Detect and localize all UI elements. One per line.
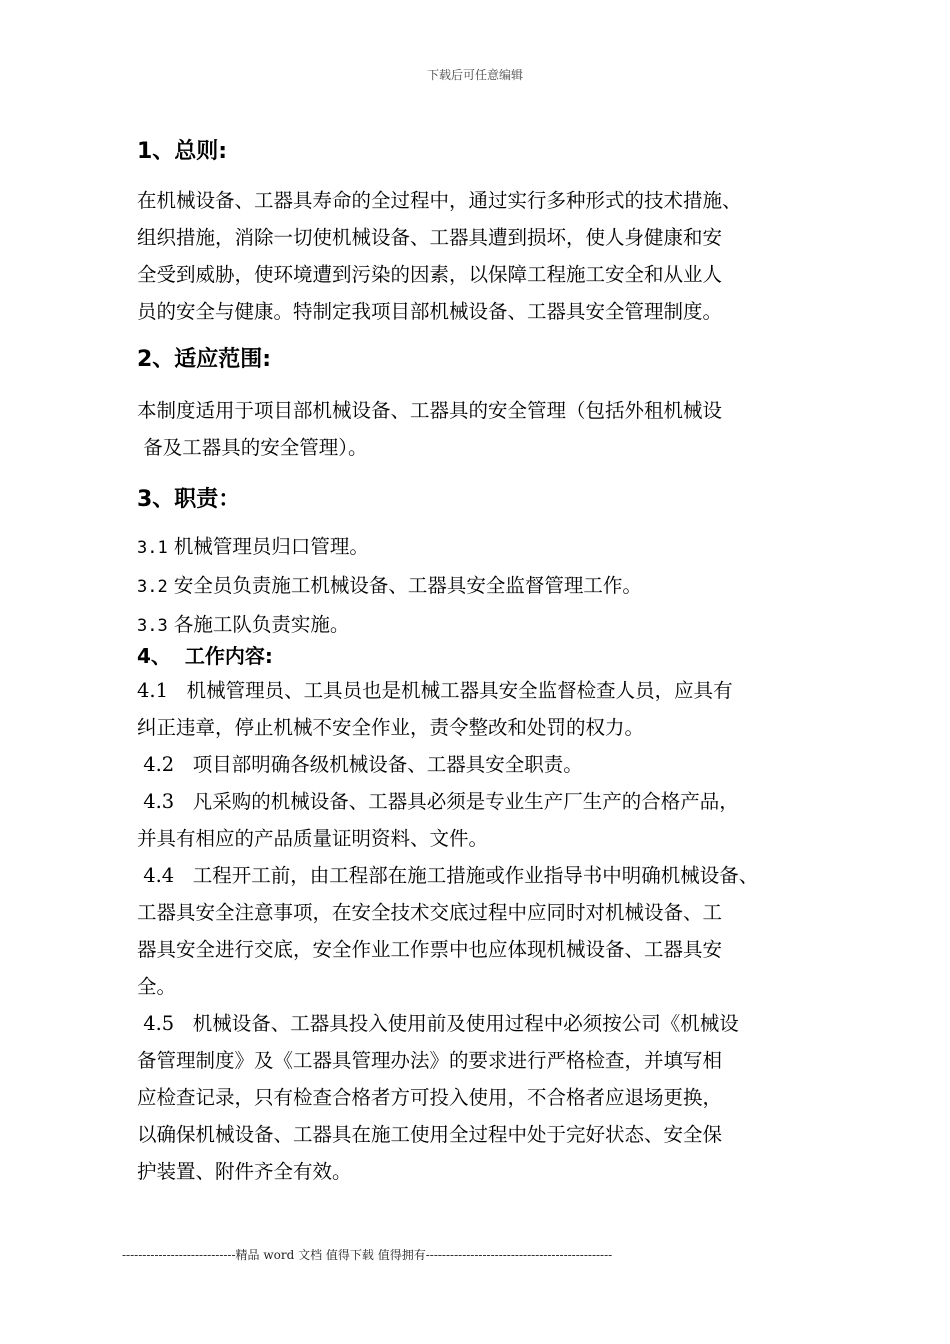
page-footer: ----------------------------精品 word 文档 值得下载 值得拥有---------------------------------------------- bbox=[122, 1248, 613, 1262]
item-number: 3.2 bbox=[137, 577, 168, 597]
paragraph-line: 在机械设备、工器具寿命的全过程中，通过实行多种形式的技术措施、 bbox=[137, 189, 742, 212]
paragraph-line: 4.4 工程开工前，由工程部在施工措施或作业指导书中明确机械设备、 bbox=[137, 864, 759, 887]
paragraph-line: 并具有相应的产品质量证明资料、文件。 bbox=[137, 827, 489, 850]
section-general-paragraph bbox=[137, 182, 742, 330]
page-header: 下载后可任意编辑 bbox=[426, 68, 523, 82]
section-scope-paragraph bbox=[137, 392, 722, 466]
paragraph-line: 全。 bbox=[137, 975, 177, 998]
paragraph-line: 纠正违章，停止机械不安全作业，责令整改和处罚的权力。 bbox=[137, 716, 645, 739]
paragraph-line: 器具安全进行交底，安全作业工作票中也应体现机械设备、工器具安 bbox=[137, 938, 723, 961]
section-heading-duties: 3、职责： bbox=[137, 487, 241, 512]
item-text: 安全员负责施工机械设备、工器具安全监督管理工作。 bbox=[167, 574, 642, 597]
section-heading-scope: 2、适应范围: bbox=[137, 347, 272, 372]
paragraph-line: 应检查记录，只有检查合格者方可投入使用，不合格者应退场更换， bbox=[137, 1086, 723, 1109]
list-item bbox=[137, 528, 642, 567]
section-heading-general: 1、总则: bbox=[137, 139, 228, 164]
section-heading-work-content: 4、 工作内容: bbox=[137, 644, 273, 668]
paragraph-line: 4.1 机械管理员、工具员也是机械工器具安全监督检查人员，应具有 bbox=[137, 679, 733, 702]
paragraph-line: 以确保机械设备、工器具在施工使用全过程中处于完好状态、安全保 bbox=[137, 1123, 723, 1146]
paragraph-line: 工器具安全注意事项，在安全技术交底过程中应同时对机械设备、工 bbox=[137, 901, 723, 924]
paragraph-line: 全受到威胁，使环境遭到污染的因素，以保障工程施工安全和从业人 bbox=[137, 263, 723, 286]
item-text: 机械管理员归口管理。 bbox=[167, 535, 369, 558]
paragraph-line: 员的安全与健康。特制定我项目部机械设备、工器具安全管理制度。 bbox=[137, 300, 723, 323]
paragraph-line: 护装置、附件齐全有效。 bbox=[137, 1160, 352, 1183]
work-content-paragraphs bbox=[137, 672, 758, 1190]
paragraph-line: 4.2 项目部明确各级机械设备、工器具安全职责。 bbox=[137, 753, 583, 776]
item-number: 3.3 bbox=[137, 616, 168, 636]
item-number: 3.1 bbox=[137, 538, 168, 558]
paragraph-line: 组织措施，消除一切使机械设备、工器具遭到损坏，使人身健康和安 bbox=[137, 226, 723, 249]
paragraph-line: 本制度适用于项目部机械设备、工器具的安全管理（包括外租机械设 bbox=[137, 399, 723, 422]
item-text: 各施工队负责实施。 bbox=[167, 613, 350, 636]
paragraph-line: 备管理制度》及《工器具管理办法》的要求进行严格检查，并填写相 bbox=[137, 1049, 723, 1072]
list-item bbox=[137, 567, 642, 606]
paragraph-line: 4.3 凡采购的机械设备、工器具必须是专业生产厂生产的合格产品， bbox=[137, 790, 739, 813]
paragraph-line: 4.5 机械设备、工器具投入使用前及使用过程中必须按公司《机械设 bbox=[137, 1012, 739, 1035]
duties-list bbox=[137, 528, 642, 645]
paragraph-line: 备及工器具的安全管理）。 bbox=[137, 436, 368, 459]
